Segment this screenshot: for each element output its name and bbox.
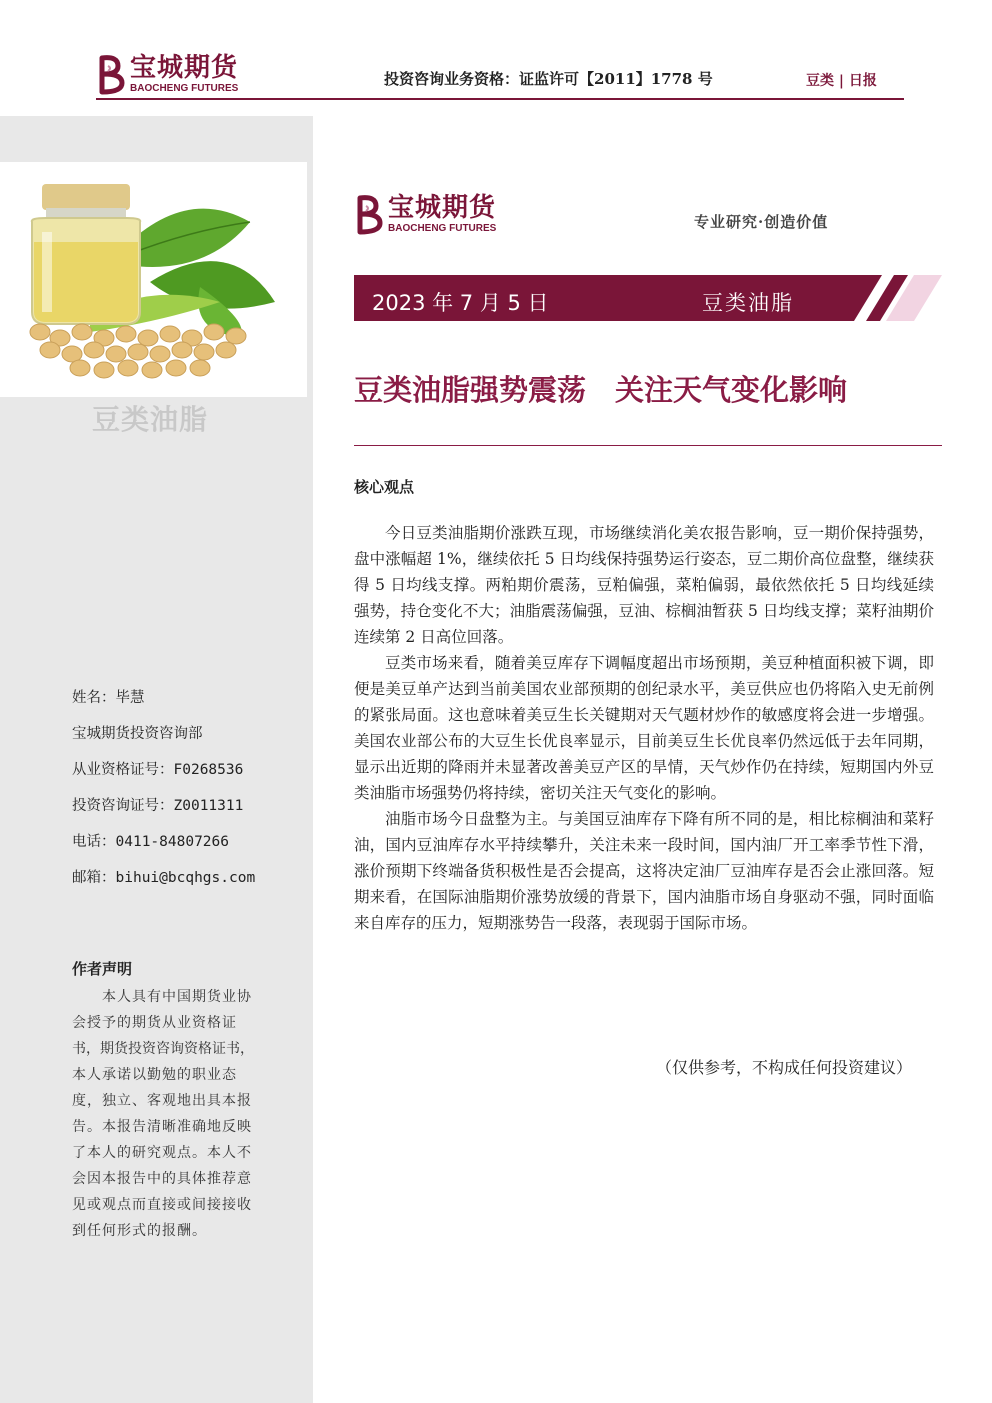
declaration-title: 作者声明 [72,960,133,978]
report-category: 豆类油脂 [702,291,794,315]
analyst-name: 姓名：毕慧 [72,690,145,706]
main-logo [354,194,496,234]
declaration-line: 度，独立、客观地出具本报 [72,1093,252,1109]
report-date: 2023 年 7 月 5 日 [372,291,549,315]
advisory-cert: 投资咨询证号：Z0011311 [72,798,244,814]
declaration-line: 到任何形式的报酬。 [72,1223,207,1239]
practice-cert: 从业资格证号：F0268536 [72,762,244,778]
analyst-contact [72,680,255,896]
logo-en: BAOCHENG FUTURES [130,82,239,94]
declaration-line: 会授予的期货从业资格证 [72,1015,237,1031]
body-paragraph: 豆类市场来看，随着美豆库存下调幅度超出市场预期，美豆种植面积被下调，即便是美豆单产达到当前美国农业部预期的创纪录水平，美豆供应也仍将陷入史无前例的紧张局面。这也意味着美豆生长关键期对天气题材炒作的敏感度将会进一步增强。美国农业部公布的大豆生长优良率显示，目前美豆生长优良率仍然远低于去年同期，显示出近期的降雨并未显著改善美豆产区的旱情，天气炒作仍在持续，短期国内外豆类油脂市场强势仍将持续，密切关注天气变化的影响。 [354,654,934,802]
sidebar-category: 豆类油脂 [92,403,209,436]
report-tag: 豆类 | 日报 [806,73,877,89]
date-banner [354,275,942,321]
header-rule [96,98,904,100]
logo-cn: 宝城期货 [130,52,239,83]
logo-en: BAOCHENG FUTURES [388,222,497,234]
product-image [0,162,307,397]
declaration-line: 见或观点而直接或间接接收 [72,1197,252,1213]
baocheng-logo-icon [96,54,126,94]
section-heading: 核心观点 [354,478,415,496]
analyst-phone: 电话：0411-84807266 [72,834,229,850]
logo-cn: 宝城期货 [388,192,497,223]
disclaimer: （仅供参考，不构成任何投资建议） [656,1058,913,1077]
declaration-line: 了本人的研究观点。本人不 [72,1145,252,1161]
report-title: 豆类油脂强势震荡 关注天气变化影响 [354,373,848,407]
declaration-line: 书，期货投资咨询资格证书， [72,1041,254,1057]
declaration-line: 告。本报告清晰准确地反映 [72,1119,252,1135]
declaration-line: 本人具有中国期货业协 [72,989,252,1005]
analyst-email: 邮箱：bihui@bcqhgs.com [72,870,256,886]
header-logo [96,54,238,94]
report-body [354,520,934,936]
body-paragraph: 今日豆类油脂期价涨跌互现，市场继续消化美农报告影响，豆一期价保持强势，盘中涨幅超 1%，继续依托 5 日均线保持强势运行姿态，豆二期价高位盘整，继续获得 5 日均线支撑。两粕期价震荡，豆粕偏强，菜粕偏弱，最依然依托 5 日均线延续强势，持仓变化不大；油脂震荡偏强，豆油、棕榈油暂获 5 日均线支撑；菜籽油期价连续第 2 日高位回落。 [354,524,934,646]
declaration-line: 会因本报告中的具体推荐意 [72,1171,252,1187]
slogan: 专业研究·创造价值 [694,213,829,231]
declaration-body [72,984,302,1244]
body-paragraph: 油脂市场今日盘整为主。与美国豆油库存下降有所不同的是，相比棕榈油和菜籽油，国内豆油库存水平持续攀升，关注未来一段时间，国内油厂开工率季节性下滑，涨价预期下终端备货积极性是否会提高，这将决定油厂豆油库存是否会止涨回落。短期来看，在国际油脂期价涨势放缓的背景下，国内油脂市场自身驱动不强，同时面临来自库存的压力，短期涨势告一段落，表现弱于国际市场。 [354,810,934,932]
qualification-text: 投资咨询业务资格：证监许可【2011】1778 号 [384,70,713,88]
baocheng-logo-icon [354,194,384,234]
title-rule [354,445,942,446]
declaration-line: 本人承诺以勤勉的职业态 [72,1067,237,1083]
analyst-department: 宝城期货投资咨询部 [72,726,203,742]
